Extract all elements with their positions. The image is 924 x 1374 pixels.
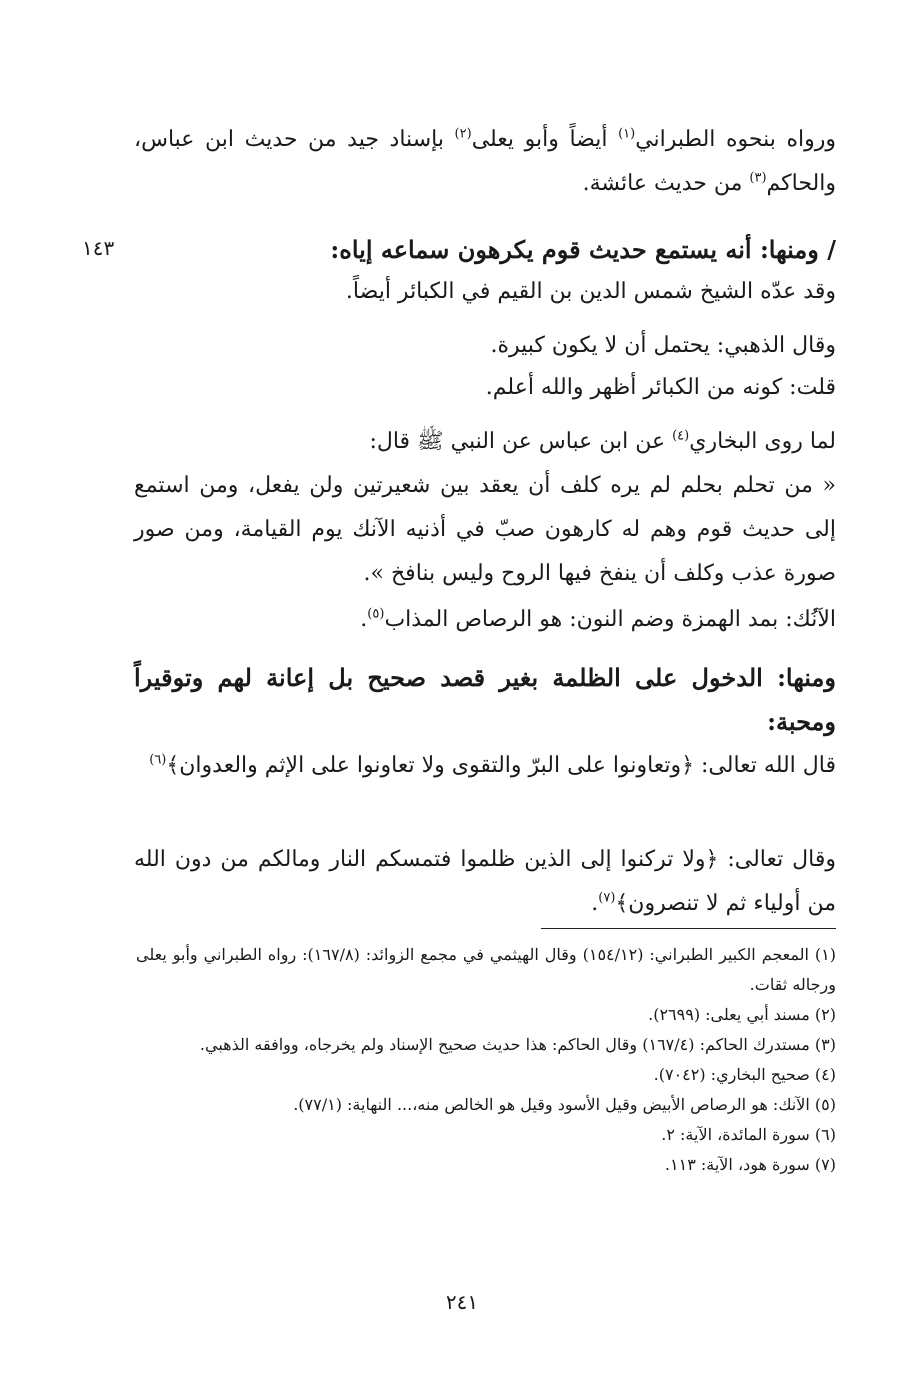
footnote-2: (٢) مسند أبي يعلى: (٢٦٩٩).	[648, 1005, 836, 1024]
text-ibn-qayyim: وقد عدّه الشيخ شمس الدين بن القيم في الكبائر أيضاً.	[345, 279, 836, 304]
text-verse-1: قال الله تعالى: ﴿وتعاونوا على البرّ والتقوى ولا تعاونوا على الإثم والعدوان﴾	[166, 753, 836, 778]
footnote-ref-6: (٦)	[149, 752, 167, 768]
text-hadith: « من تحلم بحلم لم يره كلف أن يعقد بين شعيرتين ولن يفعل، ومن استمع إلى حديث قوم وهم له كارهون صبّ في أذنيه الآنك يوم القيامة، ومن صور صورة عذب وكلف أن ينفخ فيها الروح وليس بنافخ ».	[134, 473, 836, 586]
period-verse-2: .	[591, 891, 599, 916]
text-bukhari-2: عن ابن عباس عن النبي ﷺ قال:	[369, 429, 666, 454]
footnote-1: (١) المعجم الكبير الطبراني: (١٥٤/١٢) وقال الهيثمي في مجمع الزوائد: (١٦٧/٨): رواه الطبراني وأبو يعلى ورجاله ثقات.	[136, 945, 837, 994]
intro-text-3: بإسناد جيد من حديث ابن عباس، والحاكم	[134, 127, 836, 196]
section-heading-oppressors	[134, 656, 836, 744]
footnote-4: (٤) صحيح البخاري: (٧٠٤٢).	[653, 1065, 836, 1084]
footnote-3: (٣) مستدرك الحاكم: (١٦٧/٤) وقال الحاكم: هذا حديث صحيح الإسناد ولم يخرجاه، ووافقه الذهبي.	[199, 1035, 836, 1054]
footnote-6: (٦) سورة المائدة، الآية: ٢.	[661, 1125, 836, 1144]
paragraph-intro	[134, 118, 836, 206]
section-heading-listening	[134, 228, 836, 272]
footnote-7: (٧) سورة هود، الآية: ١١٣.	[664, 1155, 836, 1174]
footnote-divider	[541, 928, 836, 929]
intro-text-2: أيضاً وأبو يعلى	[471, 127, 608, 152]
text-bukhari-1: لما روى البخاري	[689, 429, 836, 454]
heading-2: ومنها: الدخول على الظلمة بغير قصد صحيح بل إعانة لهم وتوقيراً ومحبة:	[134, 663, 836, 736]
heading-1: / ومنها: أنه يستمع حديث قوم يكرهون سماعه إياه:	[330, 235, 836, 264]
intro-text-4: من حديث عائشة.	[582, 171, 743, 196]
footnote-ref-5: (٥)	[367, 606, 385, 622]
paragraph-dhahabi	[134, 324, 836, 368]
footnote-ref-7: (٧)	[598, 890, 616, 906]
footnote-ref-2: (٢)	[454, 126, 472, 142]
footnote-ref-1: (١)	[618, 126, 636, 142]
intro-text-1: ورواه بنحوه الطبراني	[635, 127, 836, 152]
paragraph-verse-1	[134, 744, 836, 788]
footnote-ref-4: (٤)	[672, 428, 690, 444]
text-dhahabi: وقال الذهبي: يحتمل أن لا يكون كبيرة.	[490, 333, 836, 358]
text-verse-2: وقال تعالى: ﴿ولا تركنوا إلى الذين ظلموا فتمسكم النار ومالكم من دون الله من أولياء ثم لا تنصرون﴾	[134, 847, 836, 916]
paragraph-ibn-qayyim	[134, 270, 836, 314]
text-anuk: الآنُك: بمد الهمزة وضم النون: هو الرصاص المذاب	[384, 607, 836, 632]
period-anuk: .	[360, 607, 368, 632]
text-qult: قلت: كونه من الكبائر أظهر والله أعلم.	[485, 375, 836, 400]
footnote-ref-3: (٣)	[749, 170, 767, 186]
paragraph-anuk	[134, 598, 836, 642]
paragraph-hadith	[134, 464, 836, 596]
paragraph-bukhari	[134, 420, 836, 464]
paragraph-verse-2	[134, 838, 836, 926]
footnotes	[136, 940, 836, 1180]
margin-page-number: ١٤٣	[82, 236, 115, 260]
page-number: ٢٤١	[445, 1290, 479, 1314]
footnote-5: (٥) الآنك: هو الرصاص الأبيض وقيل الأسود وقيل هو الخالص منه،... النهاية: (٧٧/١).	[293, 1095, 836, 1114]
paragraph-qult	[134, 366, 836, 410]
